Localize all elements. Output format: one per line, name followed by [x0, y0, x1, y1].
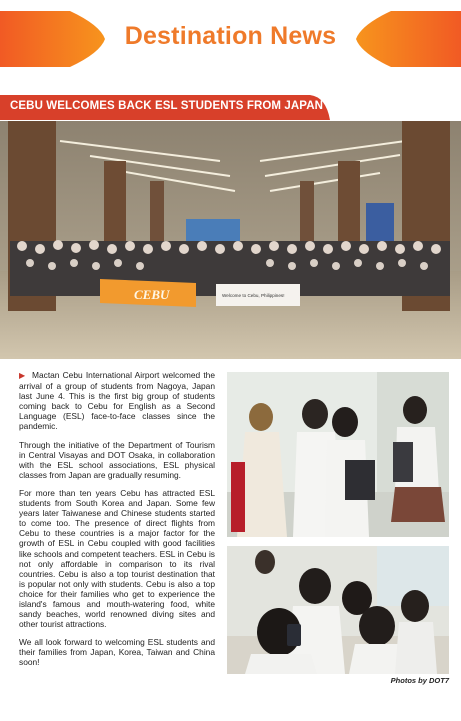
right-orange-wing-decoration	[356, 11, 461, 67]
article-paragraph-4: We all look forward to welcoming ESL students and their families from Japan, Korea, Taiwan and China soon!	[19, 637, 215, 668]
bullet-icon: ▶	[19, 371, 26, 380]
cebu-banner-text: CEBU	[134, 287, 170, 302]
photo-students-phones	[227, 546, 449, 674]
section-banner-title: CEBU WELCOMES BACK ESL STUDENTS FROM JAPAN	[10, 100, 324, 112]
photo-credit: Photos by DOT7	[390, 676, 449, 685]
group-photo-airport	[0, 121, 461, 359]
photo-welcome-lei	[227, 372, 449, 537]
page-header	[0, 0, 461, 78]
page-title: Destination News	[124, 22, 337, 50]
section-banner	[0, 95, 330, 120]
article-body	[19, 370, 215, 676]
welcome-banner-text: Welcome to Cebu, Philippines!	[222, 293, 285, 298]
article-paragraph-1: ▶ Mactan Cebu International Airport welcomed the arrival of a group of students from Nagoya, Japan last June 4. This is the first big group of students coming back to Cebu for English as a Second Language (ESL) face-to-face classes since the pandemic.	[19, 370, 215, 432]
article-paragraph-3: For more than ten years Cebu has attracted ESL students from South Korea and Japan. Some few years later Taiwanese and Chinese students started to come too. The presence of direct flights from Cebu to these countries is a major factor for the growth of ESL in Cebu coupled with good facilities like schools and competent teachers. ESL in Cebu is not only affordable in comparison to its rival countries. Cebu is also a top tourist destination that is popular not only with students. Cebu is also a top choice for their families who get to experience the island's famous and mouth-watering food, white sandy beaches, world renowned diving sites and other tourist attractions.	[19, 487, 215, 630]
article-paragraph-2: Through the initiative of the Department of Tourism in Central Visayas and DOT Osaka, in collaboration with the ESL school associations, ESL physical classes from Japan are gradually resuming.	[19, 439, 215, 480]
